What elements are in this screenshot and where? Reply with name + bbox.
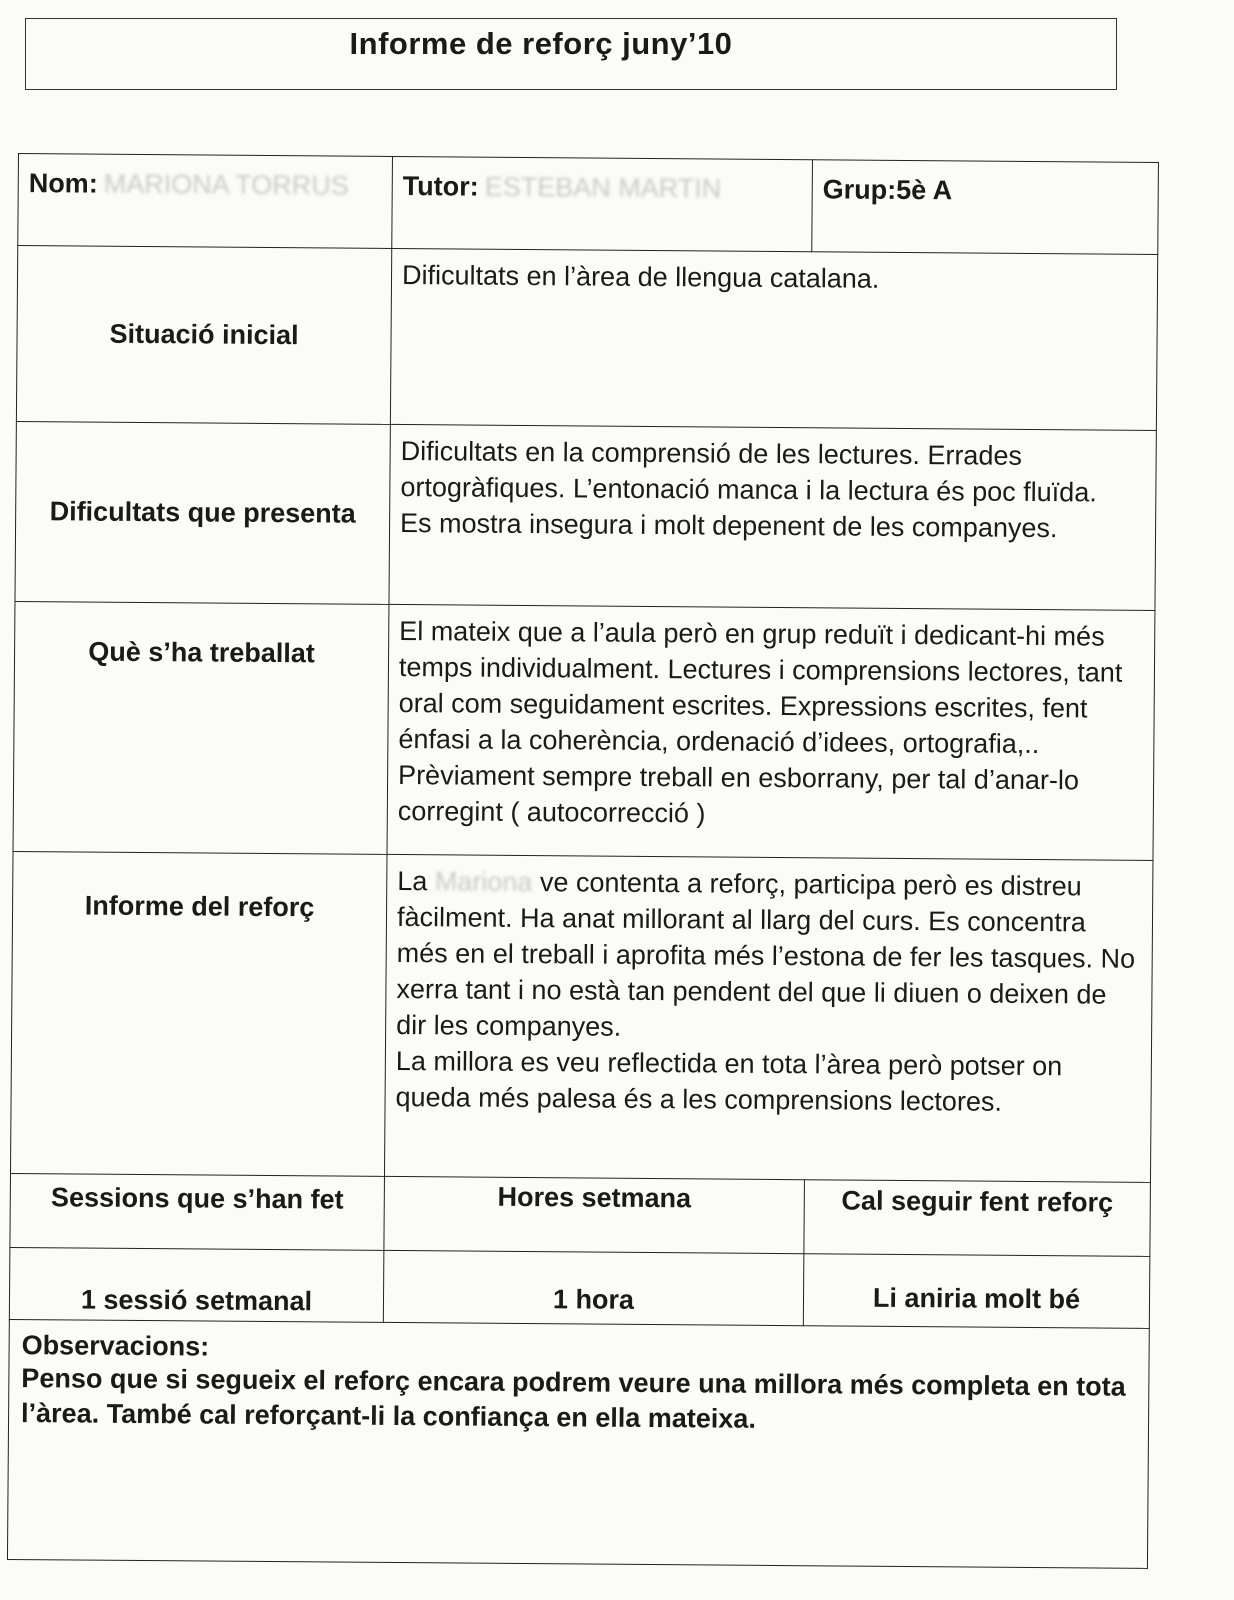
row-label: Informe del reforç <box>10 851 387 1176</box>
group-cell <box>812 160 1159 255</box>
observations-row <box>7 1319 1149 1568</box>
informe-name-redacted: Mariona <box>434 866 533 898</box>
tutor-cell <box>392 156 813 251</box>
row-text <box>384 854 1153 1182</box>
header-row <box>18 154 1159 255</box>
row-informe <box>10 851 1152 1182</box>
group-label: Grup:5è A <box>822 174 953 206</box>
continue-value: Li aniria molt bé <box>803 1254 1150 1329</box>
row-label: Situació inicial <box>16 246 391 425</box>
row-label: Què s’ha treballat <box>13 601 389 854</box>
observations-text: Penso que si segueix el reforç encara podrem veure una millora més completa en tota l’àrea. També cal reforçant-li la confiança en ella mateixa. <box>20 1363 1126 1434</box>
report-title: Informe de reforç juny’10 <box>349 26 733 61</box>
summary-values-row <box>9 1247 1150 1328</box>
name-label: Nom: <box>28 168 98 199</box>
row-text: Dificultats en la comprensió de les lectures. Errades ortogràfiques. L’entonació manca i la lectura és poc fluïda. Es mostra insegura i molt depenent de les companyes. <box>389 424 1156 610</box>
tutor-value-redacted: ESTEBAN MARTIN <box>484 171 722 204</box>
continue-header: Cal seguir fent reforç <box>804 1180 1151 1257</box>
sessions-header: Sessions que s’han fet <box>10 1173 385 1250</box>
row-situacio-inicial <box>16 246 1157 431</box>
row-treballat <box>13 601 1155 860</box>
hours-header: Hores setmana <box>384 1176 805 1253</box>
sessions-value: 1 sessió setmanal <box>9 1247 384 1322</box>
informe-text-second: La millora es veu reflectida en tota l’àrea però potser on queda més palesa és a les comprensions lectores. <box>395 1045 1063 1117</box>
row-label: Dificultats que presenta <box>15 421 390 604</box>
name-cell <box>18 154 393 249</box>
report-title-box <box>25 18 1117 90</box>
informe-text: ve contenta a reforç, participa però es distreu fàcilment. Ha anat millorant al llarg del curs. Es concentra més en el treball i aprofita més l’estona de fer les tasques. No xerra tant i no està tan pendent del que li diuen o deixen de dir les companyes. <box>396 867 1136 1042</box>
tutor-label: Tutor: <box>402 171 479 202</box>
summary-header-row <box>10 1173 1151 1256</box>
observations-label: Observacions: <box>21 1330 210 1362</box>
observations-cell <box>7 1319 1149 1568</box>
report-table <box>7 153 1159 1569</box>
row-dificultats <box>15 421 1156 610</box>
row-text: Dificultats en l’àrea de llengua catalana. <box>390 248 1157 430</box>
name-value-redacted: MARIONA TORRUS <box>103 168 349 201</box>
row-text: El mateix que a l’aula però en grup reduït i dedicant-hi més temps individualment. Lectures i comprensions lectores, tant oral com seguidament escrites. Expressions escrites, fent énfasi a la coherència, ordenació d’idees, ortografia,.. Prèviament sempre treball en esborrany, per tal d’anar-lo corregint ( autocorrecció ) <box>387 604 1155 860</box>
informe-intro: La <box>397 866 428 897</box>
hours-value: 1 hora <box>383 1250 804 1325</box>
